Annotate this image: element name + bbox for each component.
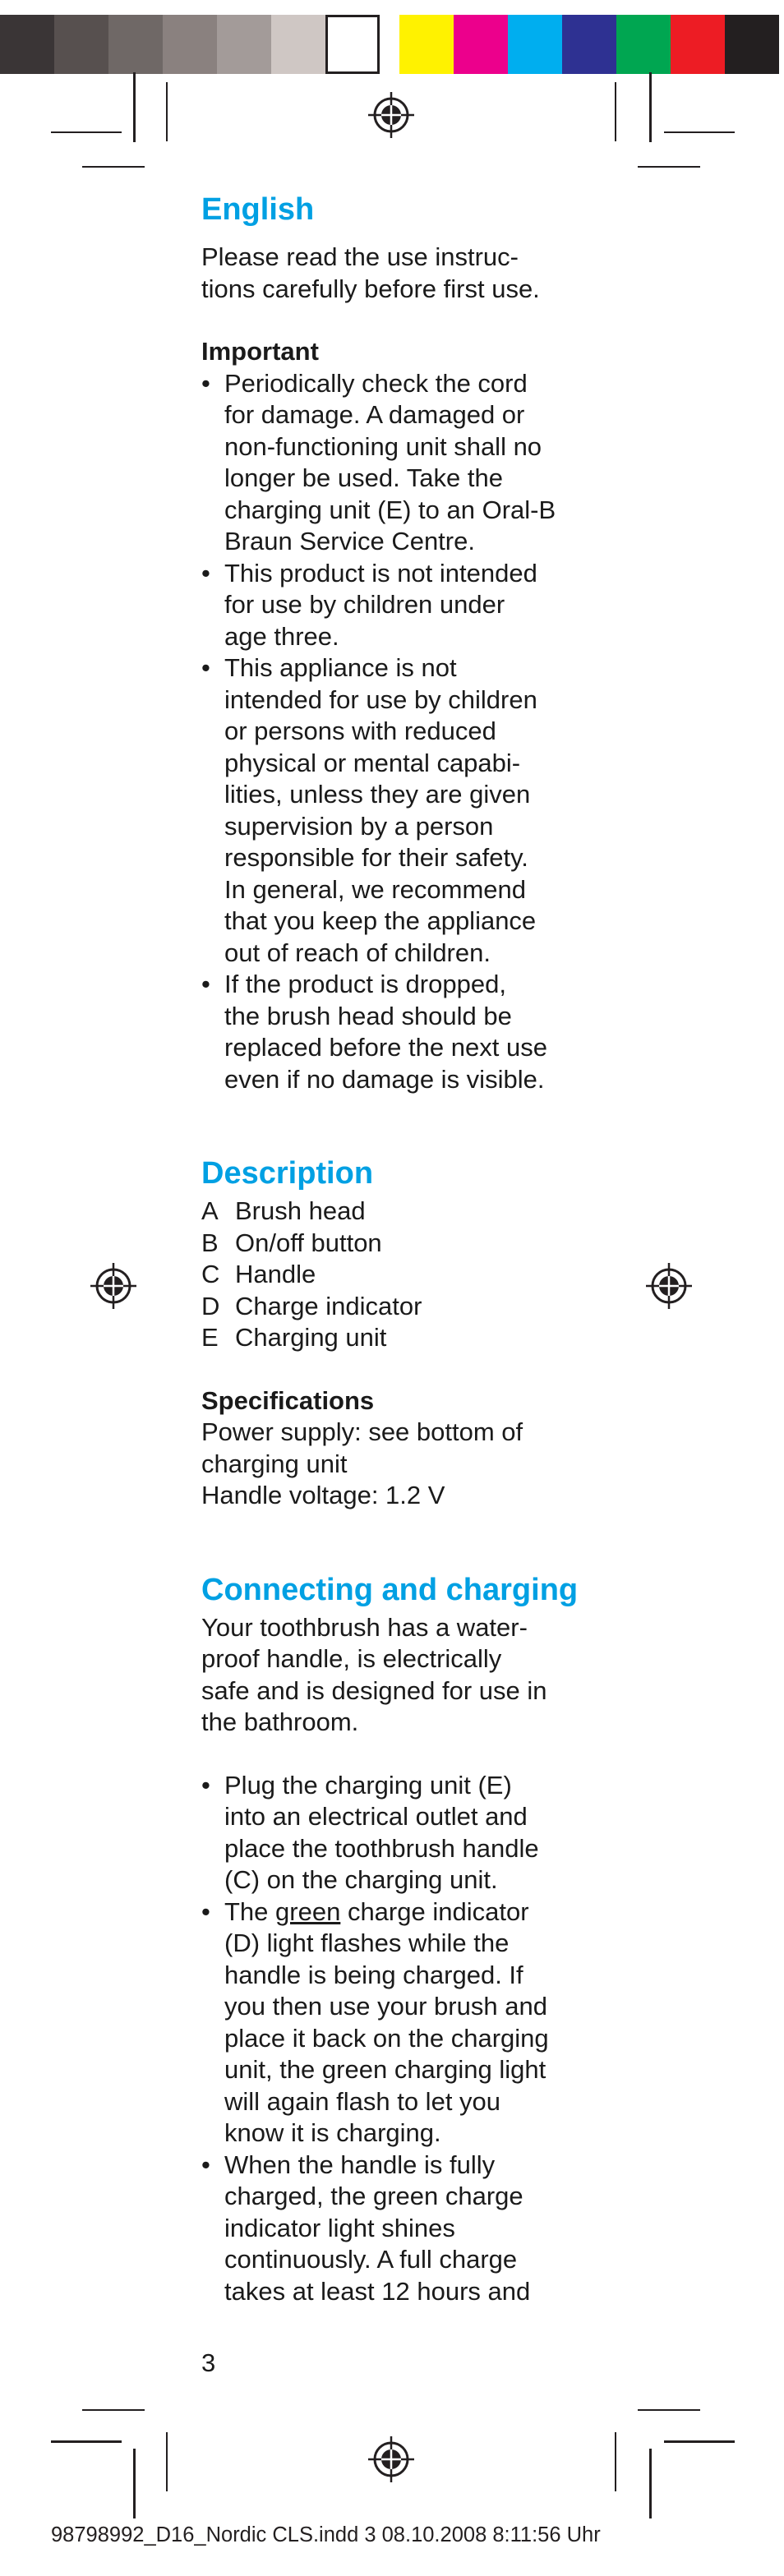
color-swatch bbox=[0, 15, 54, 74]
section-heading-connecting: Connecting and charging bbox=[201, 1572, 579, 1607]
list-item: • When the handle is fully charged, the green charge indicator light shines continuously. A full charge takes at least 12 hours and bbox=[201, 2150, 612, 2308]
section-heading-description: Description bbox=[201, 1156, 374, 1191]
list-item: • Plug the charging unit (E) into an electrical outlet and place the toothbrush handle (C) on the charging unit. bbox=[201, 1770, 612, 1896]
color-swatch bbox=[163, 15, 217, 74]
connecting-intro: Your toothbrush has a water- proof handle, is electrically safe and is designed for use in the bathroom. bbox=[201, 1612, 547, 1736]
intro-paragraph: Please read the use instruc- tions carefully before first use. bbox=[201, 242, 540, 303]
connecting-list bbox=[201, 1770, 612, 2308]
list-item: • Periodically check the cord for damage. A damaged or non-functioning unit shall no longer be used. Take the charging unit (E) to an Oral-B Braun Service Centre. bbox=[201, 368, 612, 558]
list-item: • This appliance is not intended for use by children or persons with reduced physical or mental capabi- lities, unless they are given supervision by a person responsible for their safety. In general, we recommend that you keep the appliance out of reach of children. bbox=[201, 652, 612, 969]
section-heading-english: English bbox=[201, 192, 315, 227]
important-list bbox=[201, 368, 612, 1096]
list-item: B On/off button bbox=[201, 1228, 382, 1257]
underlined-word: green bbox=[275, 1896, 341, 1926]
list-item: • This product is not intended for use by children under age three. bbox=[201, 558, 612, 653]
list-item: • If the product is dropped, the brush head should be replaced before the next use even if no damage is visible. bbox=[201, 969, 612, 1095]
color-swatch bbox=[508, 15, 562, 74]
list-item: E Charging unit bbox=[201, 1323, 387, 1352]
color-swatch bbox=[108, 15, 163, 74]
specifications-heading: Specifications bbox=[201, 1385, 375, 1415]
color-swatch bbox=[671, 15, 725, 74]
specifications-text: Power supply: see bottom of charging unit Handle voltage: 1.2 V bbox=[201, 1417, 523, 1509]
registration-mark-icon bbox=[646, 1263, 692, 1309]
registration-mark-icon bbox=[90, 1263, 136, 1309]
color-swatch bbox=[616, 15, 671, 74]
list-item: • The green charge indicator (D) light flashes while the handle is being charged. If you then use your brush and place it back on the charging unit, the green charging light will again flash to let you know it is charging. bbox=[201, 1896, 612, 2150]
important-heading: Important bbox=[201, 337, 319, 366]
registration-mark-icon bbox=[368, 92, 414, 138]
list-item: C Handle bbox=[201, 1260, 316, 1288]
color-swatch bbox=[562, 15, 616, 74]
color-bar bbox=[0, 15, 784, 74]
color-swatch bbox=[54, 15, 108, 74]
manual-text-column bbox=[201, 191, 612, 2307]
color-swatch bbox=[399, 15, 454, 74]
description-list bbox=[201, 1196, 612, 1354]
list-item: D Charge indicator bbox=[201, 1291, 422, 1320]
color-swatch bbox=[217, 15, 271, 74]
color-swatch bbox=[454, 15, 508, 74]
registration-mark-icon bbox=[368, 2436, 414, 2482]
color-swatch bbox=[725, 15, 779, 74]
color-swatch bbox=[271, 15, 325, 74]
color-swatch bbox=[325, 15, 380, 74]
file-slug: 98798992_D16_Nordic CLS.indd 3 08.10.2008 8:11:56 Uhr bbox=[51, 2523, 601, 2546]
page-number: 3 bbox=[201, 2348, 216, 2377]
list-item: A Brush head bbox=[201, 1196, 366, 1225]
